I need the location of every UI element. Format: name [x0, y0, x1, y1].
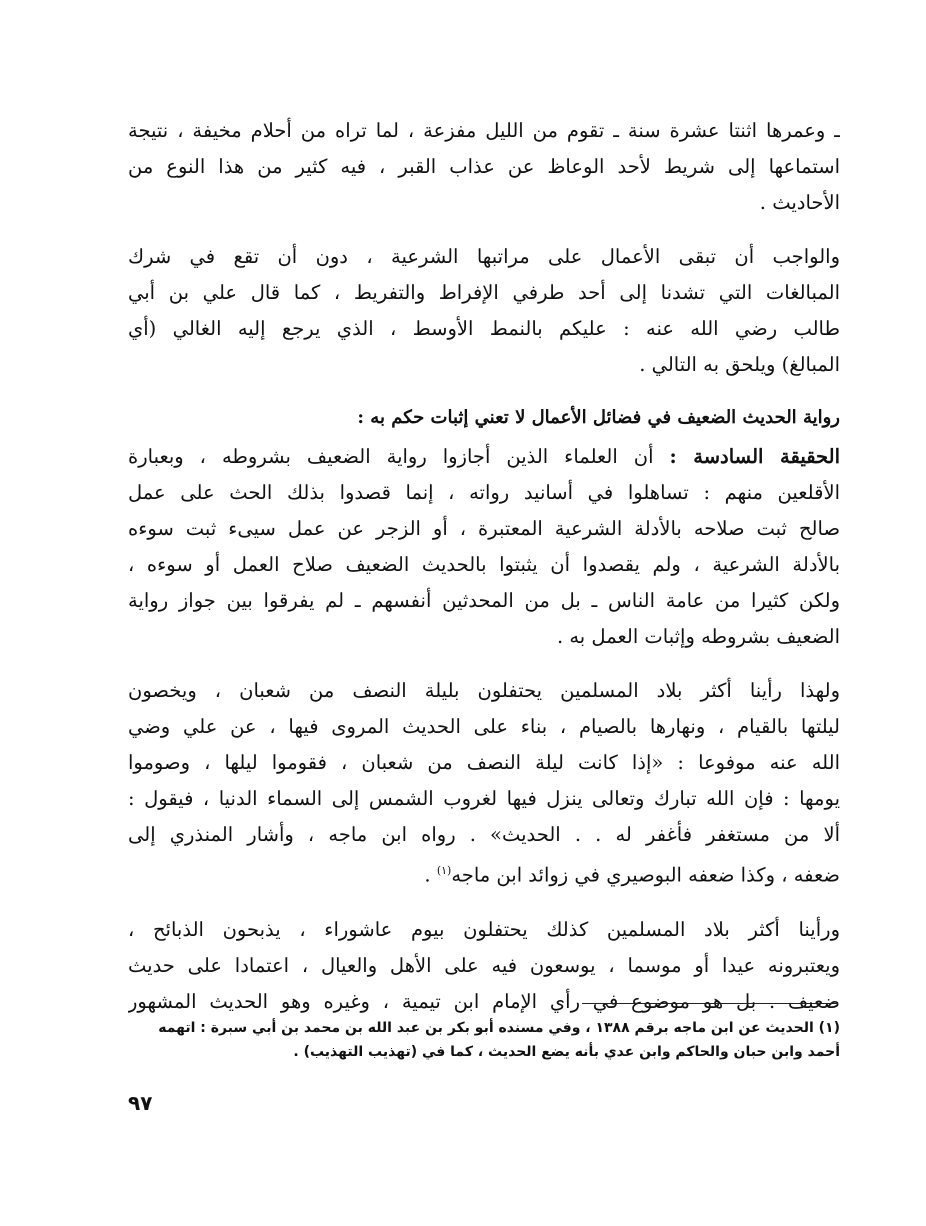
text-line: ولهذا رأينا أكثر بلاد المسلمين يحتفلون بليلة النصف من شعبان ، ويخصون — [128, 679, 840, 702]
footnote — [128, 1016, 840, 1064]
text-line: استماعها إلى شريط لأحد الوعاظ عن عذاب القبر ، فيه كثير من هذا النوع من — [128, 155, 840, 178]
text-line: طالب رضي الله عنه : عليكم بالنمط الأوسط ، الذي يرجع إليه الغالي (أي — [128, 317, 840, 340]
text-line: بالأدلة الشرعية ، ولم يقصدوا أن يثبتوا بالحديث الضعيف صلاح العمل أو سوءه ، — [128, 553, 840, 576]
text-line: ـ وعمرها اثنتا عشرة سنة ـ تقوم من الليل مفزعة ، لما تراه من أحلام مخيفة ، نتيجة — [128, 119, 840, 142]
text-line: ألا من مستغفر فأغفر له . . الحديث» . رواه ابن ماجه ، وأشار المنذري إلى — [128, 823, 840, 846]
section-heading: رواية الحديث الضعيف في فضائل الأعمال لا تعني إثبات حكم به : — [357, 407, 840, 428]
footnote-line: أحمد وابن حبان والحاكم وابن عدي بأنه يضع الحديث ، كما في (تهذيب التهذيب) . — [293, 1044, 840, 1060]
text-line: الأحاديث . — [759, 191, 840, 214]
text-line: ولكن كثيرا من عامة الناس ـ بل من المحدثين أنفسهم ـ لم يفرقوا بين جواز رواية — [128, 589, 840, 612]
footnote-divider — [582, 1003, 838, 1004]
page-body — [128, 113, 840, 1020]
text-line: الضعيف بشروطه وإثبات العمل به . — [556, 625, 840, 648]
paragraph-4 — [128, 673, 840, 894]
text-line: ورأينا أكثر بلاد المسلمين كذلك يحتفلون بيوم عاشوراء ، يذبحون الذبائح ، — [128, 917, 840, 941]
text-line: والواجب أن تبقى الأعمال على مراتبها الشرعية ، دون أن تقع في شرك — [128, 245, 840, 268]
footnote-marker: (١) — [436, 864, 452, 877]
footnote-line: (١) الحديث عن ابن ماجه برقم ١٣٨٨ ، وفي مسنده أبو بكر بن عبد الله بن محمد بن أبي سبرة : اتهمه — [158, 1020, 840, 1036]
page-number: ٩٧ — [128, 1091, 153, 1115]
text-line: يومها : فإن الله تبارك وتعالى ينزل فيها لغروب الشمس إلى السماء الدنيا ، فيقول : — [128, 787, 840, 810]
text-line: ويعتبرونه عيدا أو موسما ، يوسعون فيه على الأهل والعيال ، اعتمادا على حديث — [128, 953, 840, 977]
text-line — [128, 853, 840, 894]
last-line-end: . — [424, 863, 437, 887]
text-line: ضعيف . بل هو موضوع في رأي الإمام ابن تيمية ، وغيره وهو الحديث المشهور — [128, 989, 840, 1013]
text-line: المبالغات التي تشدنا إلى أحد طرفي الإفراط والتفريط ، كما قال علي بن أبي — [128, 281, 840, 304]
text-line: الأقلعين منهم : تساهلوا في أسانيد رواته ، إنما قصدوا بذلك الحث على عمل — [128, 481, 840, 504]
text-line: صالح ثبت صلاحه بالأدلة الشرعية المعتبرة ، أو الزجر عن عمل سيىء ثبت سوءه — [128, 517, 840, 540]
text-line: ليلتها بالقيام ، ونهارها بالصيام ، بناء على الحديث المروى فيها ، عن علي وضي — [128, 715, 840, 738]
text-line: المبالغ) ويلحق به التالي . — [639, 353, 840, 376]
text-line — [128, 439, 840, 475]
paragraph-fact-six — [128, 439, 840, 655]
last-line-text: ضعفه ، وكذا ضعفه البوصيري في زوائد ابن ماجه — [451, 863, 840, 887]
text-line: الله عنه موفوعا : «إذا كانت ليلة النصف من شعبان ، فقوموا ليلها ، وصوموا — [128, 751, 840, 774]
paragraph-1 — [128, 113, 840, 221]
fact-first-line: أن العلماء الذين أجازوا رواية الضعيف بشروطه ، وبعبارة — [128, 445, 654, 468]
fact-title: الحقيقة السادسة : — [669, 445, 840, 468]
paragraph-2 — [128, 239, 840, 383]
